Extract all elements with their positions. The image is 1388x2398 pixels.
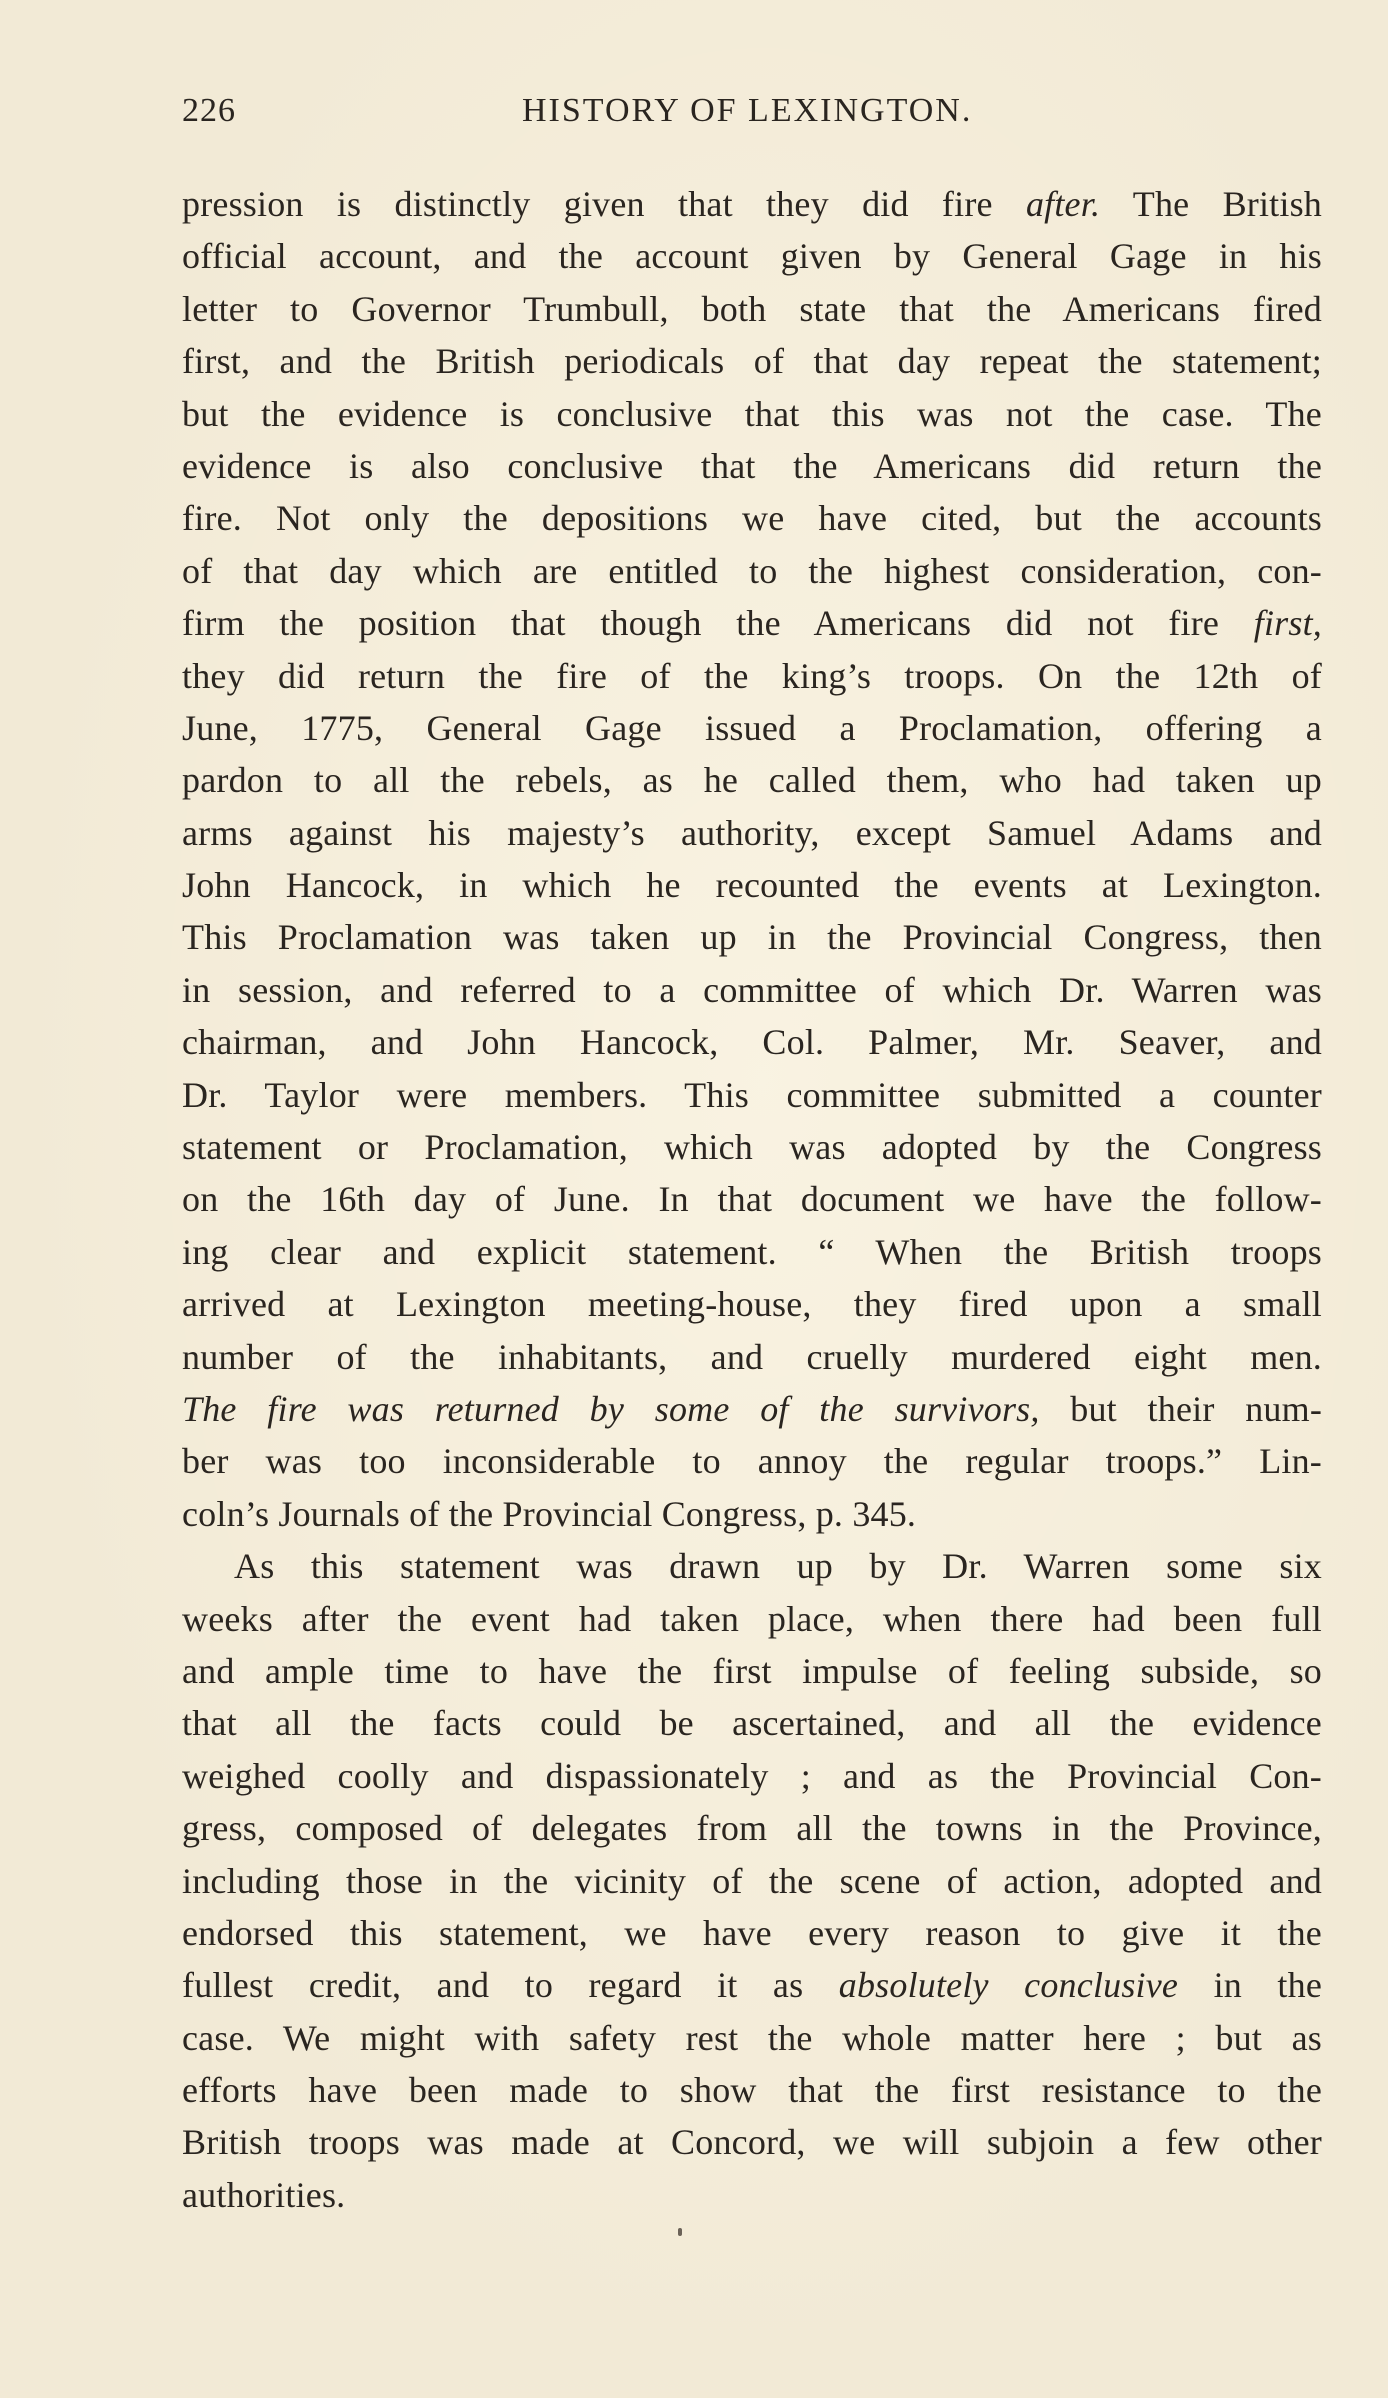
text-run: first, and the British periodicals of that day repeat the statement; <box>182 341 1322 382</box>
text-run: endorsed this statement, we have every reason to give it the <box>182 1912 1322 1953</box>
text-run: weeks after the event had taken place, when there had been full <box>182 1598 1322 1639</box>
text-line <box>182 1907 1322 1959</box>
text-line <box>182 1750 1322 1802</box>
text-line <box>182 1331 1322 1383</box>
text-run: of that day which are entitled to the highest consideration, con- <box>182 550 1322 591</box>
text-run: This Proclamation was taken up in the Provincial Congress, then <box>182 917 1322 958</box>
text-run: John Hancock, in which he recounted the events at Lexington. <box>182 865 1322 906</box>
text-line <box>182 1645 1322 1697</box>
text-line <box>182 230 1322 282</box>
text-line <box>182 754 1322 806</box>
text-run: The British <box>1100 184 1322 224</box>
text-run: pression is distinctly given that they did fire <box>182 184 1026 224</box>
text-line <box>182 597 1322 649</box>
text-run: on the 16th day of June. In that document we have the follow- <box>182 1179 1322 1220</box>
text-run: evidence is also conclusive that the Americans did return the <box>182 445 1322 486</box>
text-run: As this statement was drawn up by Dr. Warren some six <box>234 1546 1322 1587</box>
text-line <box>182 2116 1322 2168</box>
text-run: including those in the vicinity of the scene of action, adopted and <box>182 1860 1322 1901</box>
text-run: British troops was made at Concord, we will subjoin a few other <box>182 2122 1322 2163</box>
text-line <box>182 964 1322 1016</box>
text-line <box>182 1802 1322 1854</box>
text-run: coln’s Journals of the Provincial Congress, p. 345. <box>182 1493 917 1534</box>
text-run: they did return the fire of the king’s troops. On the 12th of <box>182 655 1322 696</box>
text-run: efforts have been made to show that the first resistance to the <box>182 2070 1322 2111</box>
text-line <box>182 1173 1322 1225</box>
text-run: ber was too inconsiderable to annoy the regular troops.” Lin- <box>182 1441 1322 1482</box>
text-run: June, 1775, General Gage issued a Proclamation, offering a <box>182 707 1322 748</box>
text-run: ing clear and explicit statement. “ When the British troops <box>182 1231 1322 1272</box>
text-run: arms against his majesty’s authority, except Samuel Adams and <box>182 812 1322 853</box>
text-run: in session, and referred to a committee of which Dr. Warren was <box>182 969 1322 1010</box>
ink-speck <box>678 2228 682 2236</box>
text-line <box>182 1069 1322 1121</box>
text-line <box>182 1278 1322 1330</box>
text-run: official account, and the account given by General Gage in his <box>182 236 1322 277</box>
italic-text: after. <box>1025 184 1101 224</box>
text-run: and ample time to have the first impulse of feeling subside, so <box>182 1650 1322 1691</box>
page-number: 226 <box>182 92 236 129</box>
text-run: statement or Proclamation, which was adopted by the Congress <box>182 1127 1322 1168</box>
paragraph <box>182 178 1322 1540</box>
text-line <box>182 1697 1322 1749</box>
italic-text: first, <box>1253 603 1322 644</box>
text-run: fullest credit, and to regard it as <box>182 1965 839 2006</box>
text-line <box>182 1959 1322 2011</box>
text-line <box>182 545 1322 597</box>
text-run: fire. Not only the depositions we have cited, but the accounts <box>182 498 1322 539</box>
text-run: in the <box>1178 1965 1322 2006</box>
text-run: but their num- <box>1039 1388 1323 1429</box>
text-line <box>182 702 1322 754</box>
text-line <box>182 283 1322 335</box>
text-line <box>182 911 1322 963</box>
paragraph <box>182 1540 1322 2221</box>
text-line <box>182 388 1322 440</box>
text-run: letter to Governor Trumbull, both state that the Americans fired <box>182 288 1322 329</box>
text-run: arrived at Lexington meeting-house, they fired upon a small <box>182 1284 1322 1325</box>
italic-text: The fire was returned by some of the survivors, <box>182 1388 1040 1429</box>
running-title: HISTORY OF LEXINGTON. <box>522 92 973 129</box>
text-run: number of the inhabitants, and cruelly murdered eight men. <box>182 1336 1322 1377</box>
text-line <box>182 1855 1322 1907</box>
body-text <box>182 178 1322 2221</box>
text-line <box>182 440 1322 492</box>
italic-text: absolutely conclusive <box>838 1965 1179 2006</box>
text-line <box>182 335 1322 387</box>
running-head <box>182 84 1322 144</box>
text-run: gress, composed of delegates from all the towns in the Province, <box>182 1808 1322 1849</box>
text-line <box>182 1383 1322 1435</box>
text-line <box>182 492 1322 544</box>
text-run: Dr. Taylor were members. This committee submitted a counter <box>182 1074 1322 1115</box>
text-line <box>182 1540 1322 1592</box>
text-line <box>182 178 1322 230</box>
text-line <box>182 1593 1322 1645</box>
text-line <box>182 2012 1322 2064</box>
text-run: firm the position that though the Americans did not fire <box>182 603 1254 644</box>
text-line <box>182 859 1322 911</box>
text-run: but the evidence is conclusive that this was not the case. The <box>182 393 1322 434</box>
text-run: weighed coolly and dispassionately ; and as the Provincial Con- <box>182 1755 1322 1796</box>
text-line <box>182 2169 1322 2221</box>
text-run: that all the facts could be ascertained, and all the evidence <box>182 1703 1322 1744</box>
text-run: pardon to all the rebels, as he called them, who had taken up <box>182 760 1322 801</box>
text-run: chairman, and John Hancock, Col. Palmer, Mr. Seaver, and <box>182 1022 1322 1063</box>
text-line <box>182 2064 1322 2116</box>
text-line <box>182 807 1322 859</box>
text-line <box>182 1016 1322 1068</box>
text-line <box>182 1226 1322 1278</box>
text-run: authorities. <box>182 2174 346 2215</box>
text-line <box>182 1435 1322 1487</box>
text-line <box>182 1488 1322 1540</box>
text-run: case. We might with safety rest the whole matter here ; but as <box>182 2017 1322 2058</box>
text-line <box>182 1121 1322 1173</box>
text-line <box>182 650 1322 702</box>
